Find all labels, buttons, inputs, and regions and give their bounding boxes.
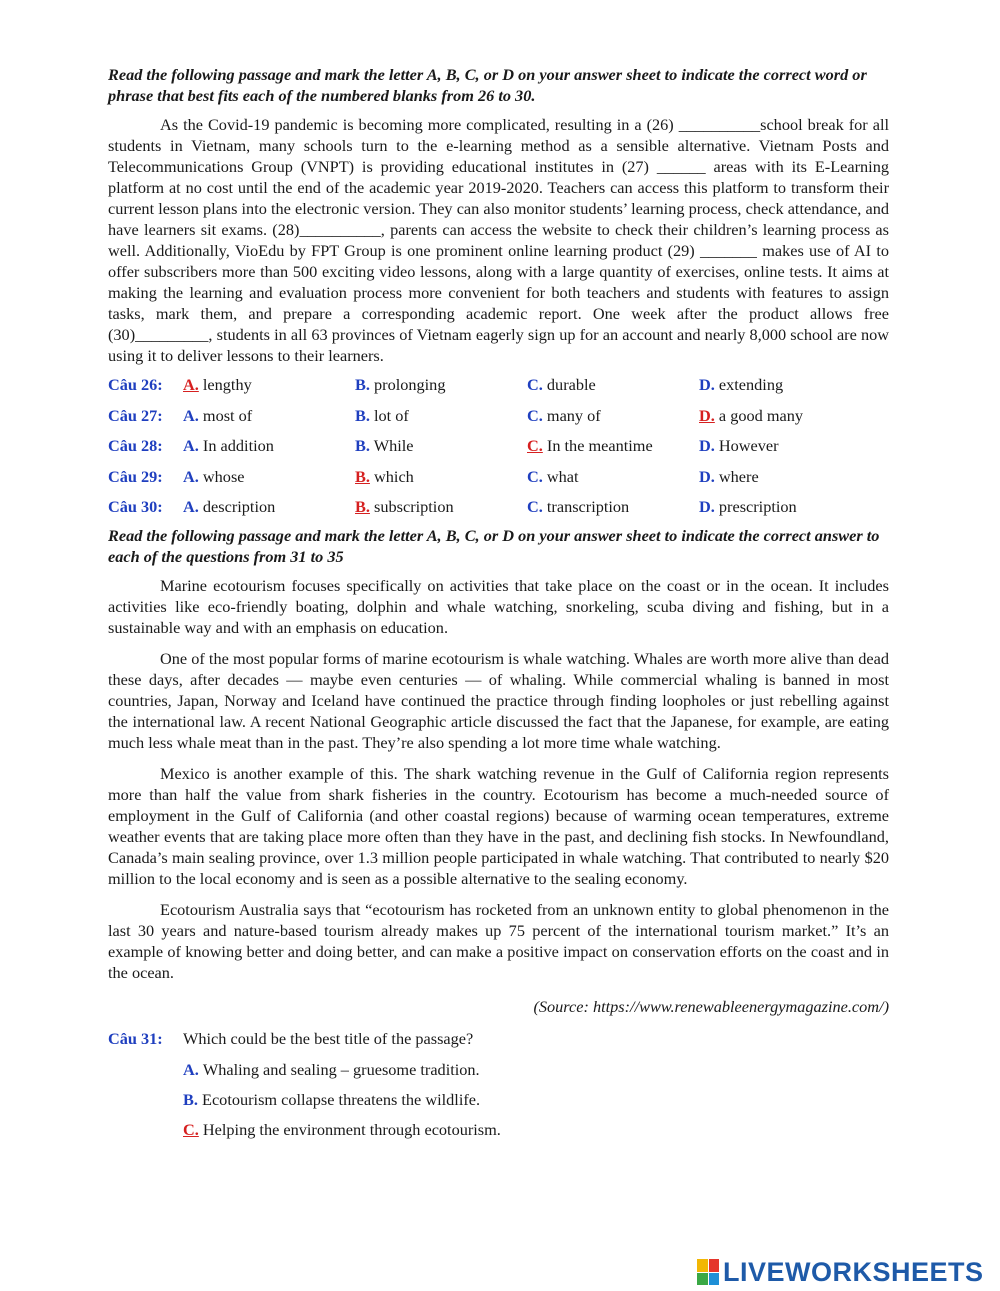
option-letter: C.: [527, 466, 543, 486]
option-text: many of: [546, 405, 601, 425]
option-letter: D.: [699, 436, 715, 456]
question-31: [108, 1029, 889, 1049]
option-letter: D.: [699, 405, 715, 425]
option-b[interactable]: [355, 497, 527, 517]
option-d[interactable]: [699, 406, 803, 426]
option-letter: B.: [355, 436, 370, 456]
option-letter: B.: [355, 375, 370, 395]
option-text: Whaling and sealing – gruesome tradition.: [202, 1059, 480, 1079]
question-label: Câu 26:: [108, 375, 163, 395]
option-c[interactable]: [527, 375, 699, 395]
reading-paragraph-4: Ecotourism Australia says that “ecotourism has rocketed from an unknown entity to global phenomenon in the last 30 years and nature-based tourism already makes up 75 percent of the international tourism market.” It’s an example of knowing better and doing better, and can make a positive impact on conservation efforts on the coast and in the ocean.: [108, 899, 889, 982]
option-text: extending: [718, 375, 784, 395]
option-a[interactable]: [183, 406, 355, 426]
question-28: [108, 431, 889, 462]
liveworksheets-logo-icon: [697, 1259, 719, 1285]
section1-instruction: Read the following passage and mark the letter A, B, C, or D on your answer sheet to indicate the correct word or phrase that best fits each of the numbered blanks from 26 to 30.: [108, 65, 867, 105]
option-d[interactable]: [699, 467, 759, 487]
section2-instruction: Read the following passage and mark the letter A, B, C, or D on your answer sheet to indicate the correct answer to each of the questions from 31 to 35: [108, 525, 880, 566]
option-text: subscription: [374, 497, 454, 517]
logo-text: LIVEWORKSHEETS: [723, 1256, 984, 1287]
question-27: [108, 401, 889, 432]
option-letter: D.: [699, 497, 715, 517]
option-b[interactable]: [355, 467, 527, 487]
option-b[interactable]: [355, 406, 527, 426]
option-letter: D.: [699, 466, 715, 486]
option-text: transcription: [546, 497, 630, 517]
option-c[interactable]: [527, 436, 699, 456]
option-a[interactable]: [183, 467, 355, 487]
option-text: In addition: [202, 436, 274, 456]
cloze-passage: As the Covid-19 pandemic is becoming more complicated, resulting in a (26) __________school break for all students in Vietnam, many schools turn to the e-learning method as a sensible alternative. Vietnam Posts and Telecommunications Group (VNPT) is providing educational institutes in (27) ______ areas with its E-Learning platform at no cost until the end of the academic year 2019-2020. Teachers can access this platform to transform their current lesson plans into the electronic version. They can also monitor students’ learning process, check attendance, and have learners sit exams. (28)__________, parents can access the website to check their children’s learning process as well. Additionally, VioEdu by FPT Group is one prominent online learning product (29) _______ makes use of AI to offer subscribers more than 500 exciting video lessons, along with a large quantity of exercises, online tests. It aims at making the learning and evaluation process more convenient for both teachers and students with features to assign tasks, mark them, and prepare a corresponding academic report. One week after the product allows free (30)_________, students in all 63 provinces of Vietnam eagerly sign up for an account and nearly 8,000 school are now using it to deliver lessons to their learners.: [108, 115, 889, 365]
option-letter: B.: [183, 1089, 198, 1109]
option-letter: A.: [183, 497, 199, 517]
question-label: Câu 31:: [108, 1028, 163, 1048]
option-d[interactable]: [699, 375, 783, 395]
option-text: most of: [202, 405, 253, 425]
option-letter: A.: [183, 375, 199, 395]
option-text: prolonging: [374, 375, 446, 395]
option-text: what: [546, 466, 579, 486]
option-letter: B.: [355, 497, 370, 517]
option-text: lot of: [374, 405, 409, 425]
option-text: In the meantime: [546, 436, 653, 456]
question-29: [108, 462, 889, 493]
option-d[interactable]: [699, 436, 779, 456]
reading-paragraph-2: One of the most popular forms of marine ecotourism is whale watching. Whales are worth more alive than dead these days, after decades — maybe even centuries — of whaling. While commercial whaling is banned in most countries, Japan, Norway and Iceland have continued the practice through finding loopholes or just rebelling against the international law. A recent National Geographic article discussed the fact that the Japanese, for example, are eating much less whale meat than in the past. They’re also spending a lot more time whale watching.: [108, 648, 889, 752]
option-letter: B.: [355, 466, 370, 486]
option-text: which: [374, 466, 414, 486]
option-letter: D.: [699, 375, 715, 395]
option-letter: B.: [355, 405, 370, 425]
question-label: Câu 28:: [108, 436, 163, 456]
option-a[interactable]: [183, 1055, 889, 1085]
reading-paragraph-3: Mexico is another example of this. The shark watching revenue in the Gulf of California region represents more than half the value from shark fisheries in the country. Ecotourism has become a much-needed source of employment in the Gulf of California (and other coastal regions) because of warming ocean temperatures, extreme weather events that are taking place more often than they have in the past, and declining fish stocks. In Newfoundland, Canada’s main sealing province, over 1.3 million people participated in whale watching. That contributed to nearly $20 million to the local economy and is seen as a possible alternative to the sealing economy.: [108, 763, 889, 888]
option-text: lengthy: [202, 375, 252, 395]
option-b[interactable]: [355, 436, 527, 456]
option-a[interactable]: [183, 436, 355, 456]
question-list: [108, 370, 889, 523]
option-text: a good many: [718, 405, 804, 425]
option-d[interactable]: [699, 497, 797, 517]
option-b[interactable]: [183, 1085, 889, 1115]
question-label: Câu 29:: [108, 466, 163, 486]
option-text: Helping the environment through ecotourism.: [202, 1119, 501, 1139]
option-a[interactable]: [183, 497, 355, 517]
option-c[interactable]: [527, 406, 699, 426]
question-31-options: [108, 1055, 889, 1145]
option-text: prescription: [718, 497, 797, 517]
option-letter: C.: [527, 375, 543, 395]
option-text: However: [718, 436, 779, 456]
option-letter: C.: [183, 1119, 199, 1139]
question-text: Which could be the best title of the passage?: [183, 1028, 474, 1048]
option-text: durable: [546, 375, 596, 395]
reading-paragraph-1: Marine ecotourism focuses specifically on activities that take place on the coast or in the ocean. It includes activities like eco-friendly boating, dolphin and whale watching, snorkeling, scuba diving and fishing, but in a sustainable way and with an emphasis on education.: [108, 575, 889, 637]
option-c[interactable]: [183, 1115, 889, 1145]
option-text: Ecotourism collapse threatens the wildlife.: [202, 1089, 481, 1109]
liveworksheets-logo: [697, 1256, 984, 1288]
source-citation: (Source: https://www.renewableenergymagazine.com/): [533, 996, 889, 1016]
option-text: description: [202, 497, 276, 517]
option-text: While: [373, 436, 414, 456]
option-letter: C.: [527, 436, 543, 456]
option-text: whose: [202, 466, 245, 486]
worksheet-page: [108, 64, 889, 1145]
question-30: [108, 492, 889, 523]
option-text: where: [718, 466, 759, 486]
question-label: Câu 30:: [108, 497, 163, 517]
option-c[interactable]: [527, 497, 699, 517]
option-letter: A.: [183, 1059, 199, 1079]
option-letter: A.: [183, 405, 199, 425]
option-letter: C.: [527, 497, 543, 517]
question-label: Câu 27:: [108, 405, 163, 425]
option-letter: A.: [183, 436, 199, 456]
option-a[interactable]: [183, 375, 355, 395]
option-b[interactable]: [355, 375, 527, 395]
option-letter: C.: [527, 405, 543, 425]
option-letter: A.: [183, 466, 199, 486]
question-26: [108, 370, 889, 401]
option-c[interactable]: [527, 467, 699, 487]
